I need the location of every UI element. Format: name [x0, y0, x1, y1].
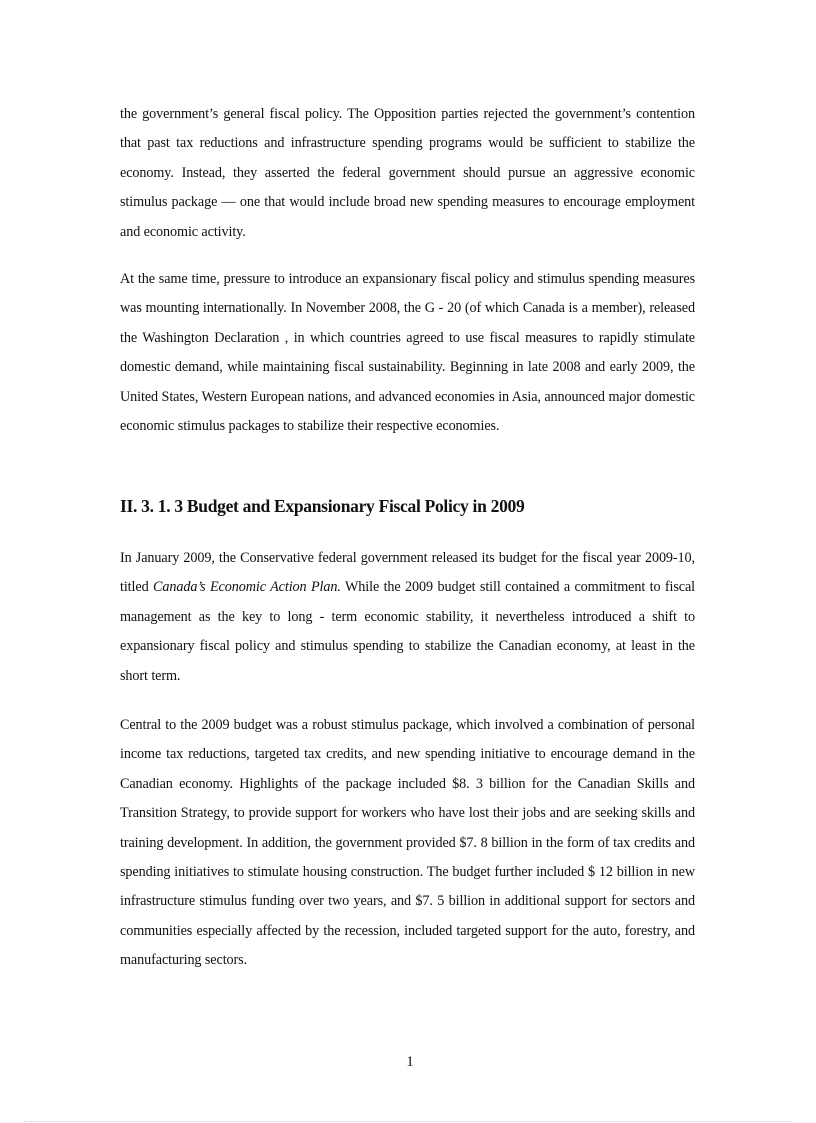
paragraph-budget-2009 — [120, 544, 695, 691]
paragraph-fiscal-policy-opposition: the government’s general fiscal policy. The Opposition parties rejected the government’s contention that past tax reductions and infrastructure spending programs would be sufficient to stabilize the economy. Instead, they asserted the federal government should pursue an aggressive economic stimulus package — one that would include broad new spending measures to encourage employment and economic activity. — [120, 106, 695, 240]
plan-title: Canada’s Economic Action Plan. — [153, 579, 341, 596]
paragraph-text: In January 2009, the Conservative federal government released its budget for the fiscal year 2009-10, titled — [120, 550, 695, 596]
paragraph-international-pressure: At the same time, pressure to introduce an expansionary fiscal policy and stimulus spending measures was mounting internationally. In November 2008, the G - 20 (of which Canada is a member), released the Washington Declaration , in which countries agreed to use fiscal measures to rapidly stimulate domestic demand, while maintaining fiscal sustainability. Beginning in late 2008 and early 2009, the United States, Western European nations, and advanced economies in Asia, announced major domestic economic stimulus packages to stabilize their respective economies. — [120, 271, 695, 435]
paragraph-text: While the 2009 budget still contained a commitment to fiscal management as the key to long - term economic stability, it nevertheless introduced a shift to expansionary fiscal policy and stimulus spending to stabilize the Canadian economy, at least in the short term. — [120, 579, 695, 684]
page-bottom-divider — [24, 1121, 792, 1122]
page-number: 1 — [406, 1054, 414, 1070]
paragraph-stimulus-package: Central to the 2009 budget was a robust stimulus package, which involved a combination of personal income tax reductions, targeted tax credits, and new spending initiative to encourage demand in the Canadian economy. Highlights of the package included $8. 3 billion for the Canadian Skills and Transition Strategy, to provide support for workers who have lost their jobs and are seeking skills and training development. In addition, the government provided $7. 8 billion in the form of tax credits and spending initiatives to stimulate housing construction. The budget further included $ 12 billion in new infrastructure stimulus funding over two years, and $7. 5 billion in additional support for sectors and communities especially affected by the recession, included targeted support for the auto, forestry, and manufacturing sectors. — [120, 717, 695, 969]
section-heading: II. 3. 1. 3 Budget and Expansionary Fiscal Policy in 2009 — [120, 496, 525, 516]
